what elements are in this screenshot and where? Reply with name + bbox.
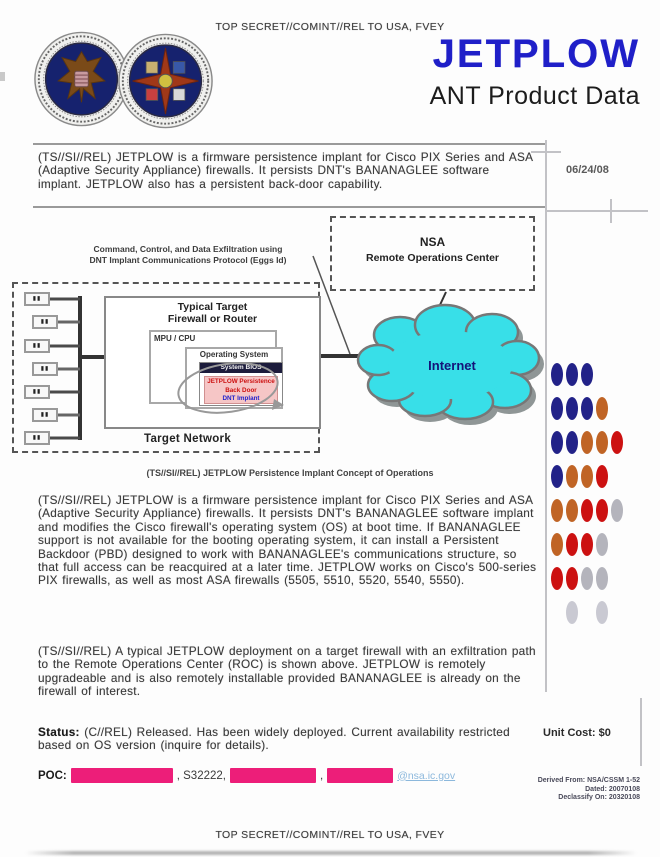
declassify-line: Declassify On: 20320108	[558, 794, 640, 802]
classification-banner-bottom: TOP SECRET//COMINT//REL TO USA, FVEY	[215, 829, 445, 841]
dot-row	[551, 601, 626, 624]
faint-dot	[566, 601, 578, 624]
host-box: ▮▮	[24, 385, 50, 399]
dot-row	[551, 431, 626, 454]
c2-callout-line1: Command, Control, and Data Exfiltration using	[93, 244, 283, 254]
implant-line3: DNT Implant	[222, 395, 260, 402]
poc-label: POC:	[38, 769, 67, 782]
c2-callout-line2: DNT Implant Communications Protocol (Eggs Id)	[89, 254, 287, 265]
orange-dot	[566, 499, 578, 522]
navy-dot	[581, 363, 593, 386]
dot-row	[551, 363, 626, 386]
dot-row	[551, 567, 626, 590]
firewall-title-line1: Typical Target	[177, 301, 248, 313]
silver-dot	[581, 567, 593, 590]
page-subtitle: ANT Product Data	[429, 82, 640, 110]
navy-dot	[551, 431, 563, 454]
dated-line: Dated: 20070108	[585, 785, 640, 793]
navy-dot	[566, 397, 578, 420]
navy-dot	[566, 431, 578, 454]
scan-edge-artifact	[0, 72, 5, 81]
operating-system-label: Operating System	[199, 350, 269, 359]
dot-row	[551, 499, 626, 522]
status-text: (C//REL) Released. Has been widely deployed. Current availability restricted based on OS version (inquire for details).	[38, 725, 510, 753]
orange-dot	[581, 465, 593, 488]
document-date: 06/24/08	[566, 164, 609, 176]
poc-org: , S32222,	[176, 769, 226, 782]
body-paragraph-1: (TS//SI//REL) JETPLOW is a firmware persistence implant for Cisco PIX Series and ASA (Adaptive Security Appliance) firewalls. It persists DNT's BANANAGLEE software implant and modifies the Cisco firewall's operating system (OS) at boot time. If BANANAGLEE support is not available for the booting operating system, it can install a Persistent Backdoor (PBD) designed to work with BANANAGLEE's communications structure, so that full access can be reacquired at a later time. JETPLOW works on Cisco's 500-series PIX firewalls, as well as most ASA firewalls (5505, 5510, 5520, 5540, 5550).	[38, 493, 537, 588]
host-box: ▮▮	[24, 292, 50, 306]
host-box: ▮▮	[32, 362, 58, 376]
orange-dot	[581, 431, 593, 454]
fold-line-bottom-right	[640, 698, 642, 766]
navy-dot	[551, 363, 563, 386]
host-box: ▮▮	[32, 408, 58, 422]
intro-paragraph: (TS//SI//REL) JETPLOW is a firmware persistence implant for Cisco PIX Series and ASA (Adaptive Security Appliance) firewalls. It persists DNT's BANANAGLEE software implant. JETPLOW also has a persistent back-door capability.	[38, 150, 533, 191]
dot-row	[551, 533, 626, 556]
classification-banner-top: TOP SECRET//COMINT//REL TO USA, FVEY	[215, 21, 445, 33]
implant-line2: Back Door	[225, 386, 257, 394]
status-paragraph	[38, 726, 510, 753]
orange-dot	[596, 431, 608, 454]
host-box: ▮▮	[24, 339, 50, 353]
red-dot	[566, 533, 578, 556]
poc-redaction-1	[71, 768, 173, 783]
poc-redaction-2	[230, 768, 316, 783]
orange-dot	[551, 533, 563, 556]
orange-dot	[596, 397, 608, 420]
c2-callout	[57, 244, 319, 265]
host-box: ▮▮	[24, 431, 50, 445]
red-dot	[581, 499, 593, 522]
navy-dot	[566, 363, 578, 386]
margin-dot-pattern	[551, 363, 626, 635]
derived-from-line: Derived From: NSA/CSSM 1-52	[537, 777, 640, 784]
dot-row	[551, 465, 626, 488]
roc-box	[330, 216, 535, 291]
diagram-caption: (TS//SI//REL) JETPLOW Persistence Implant Concept of Operations	[146, 468, 434, 478]
roc-label-center: Remote Operations Center	[365, 252, 500, 264]
status-label: Status:	[38, 725, 80, 739]
faint-dot	[596, 601, 608, 624]
poc-redaction-3	[327, 768, 393, 783]
firewall-title-line2: Firewall or Router	[167, 313, 258, 325]
silver-dot	[611, 499, 623, 522]
roc-label-nsa: NSA	[419, 235, 446, 249]
red-dot	[611, 431, 623, 454]
red-dot	[551, 567, 563, 590]
unit-cost: Unit Cost: $0	[543, 727, 611, 739]
nsa-seal-icon	[33, 29, 130, 129]
orange-dot	[551, 499, 563, 522]
poc-comma: ,	[319, 769, 324, 782]
implant-line1: JETPLOW Persistence	[207, 378, 275, 385]
mpu-cpu-label: MPU / CPU	[154, 334, 196, 343]
navy-dot	[551, 465, 563, 488]
target-network-label: Target Network	[143, 433, 232, 445]
red-dot	[596, 499, 608, 522]
internet-cloud-label: Internet	[428, 358, 476, 373]
implant-loop-arrow	[150, 355, 300, 425]
body-paragraph-2: (TS//SI//REL) A typical JETPLOW deployment on a target firewall with an exfiltration path to the Remote Operations Center (ROC) is shown above. JETPLOW is remotely upgradeable and is also remotely installable provided BANANAGLEE is already on the firewall of interest.	[38, 644, 536, 699]
host-box: ▮▮	[32, 315, 58, 329]
scan-bottom-artifact	[25, 851, 637, 855]
css-seal-icon	[117, 31, 214, 131]
silver-dot	[596, 533, 608, 556]
divider-top	[33, 143, 545, 145]
dot-row	[551, 397, 626, 420]
red-dot	[566, 567, 578, 590]
navy-dot	[581, 397, 593, 420]
navy-dot	[551, 397, 563, 420]
page-title: JETPLOW	[432, 32, 640, 76]
silver-dot	[596, 567, 608, 590]
red-dot	[581, 533, 593, 556]
divider-bottom	[33, 206, 545, 208]
system-bios-label: System BIOS	[200, 363, 282, 373]
poc-email-link[interactable]: @nsa.ic.gov	[397, 769, 456, 782]
red-dot	[596, 465, 608, 488]
derived-from-block	[440, 777, 640, 803]
orange-dot	[566, 465, 578, 488]
poc-row	[38, 768, 455, 783]
